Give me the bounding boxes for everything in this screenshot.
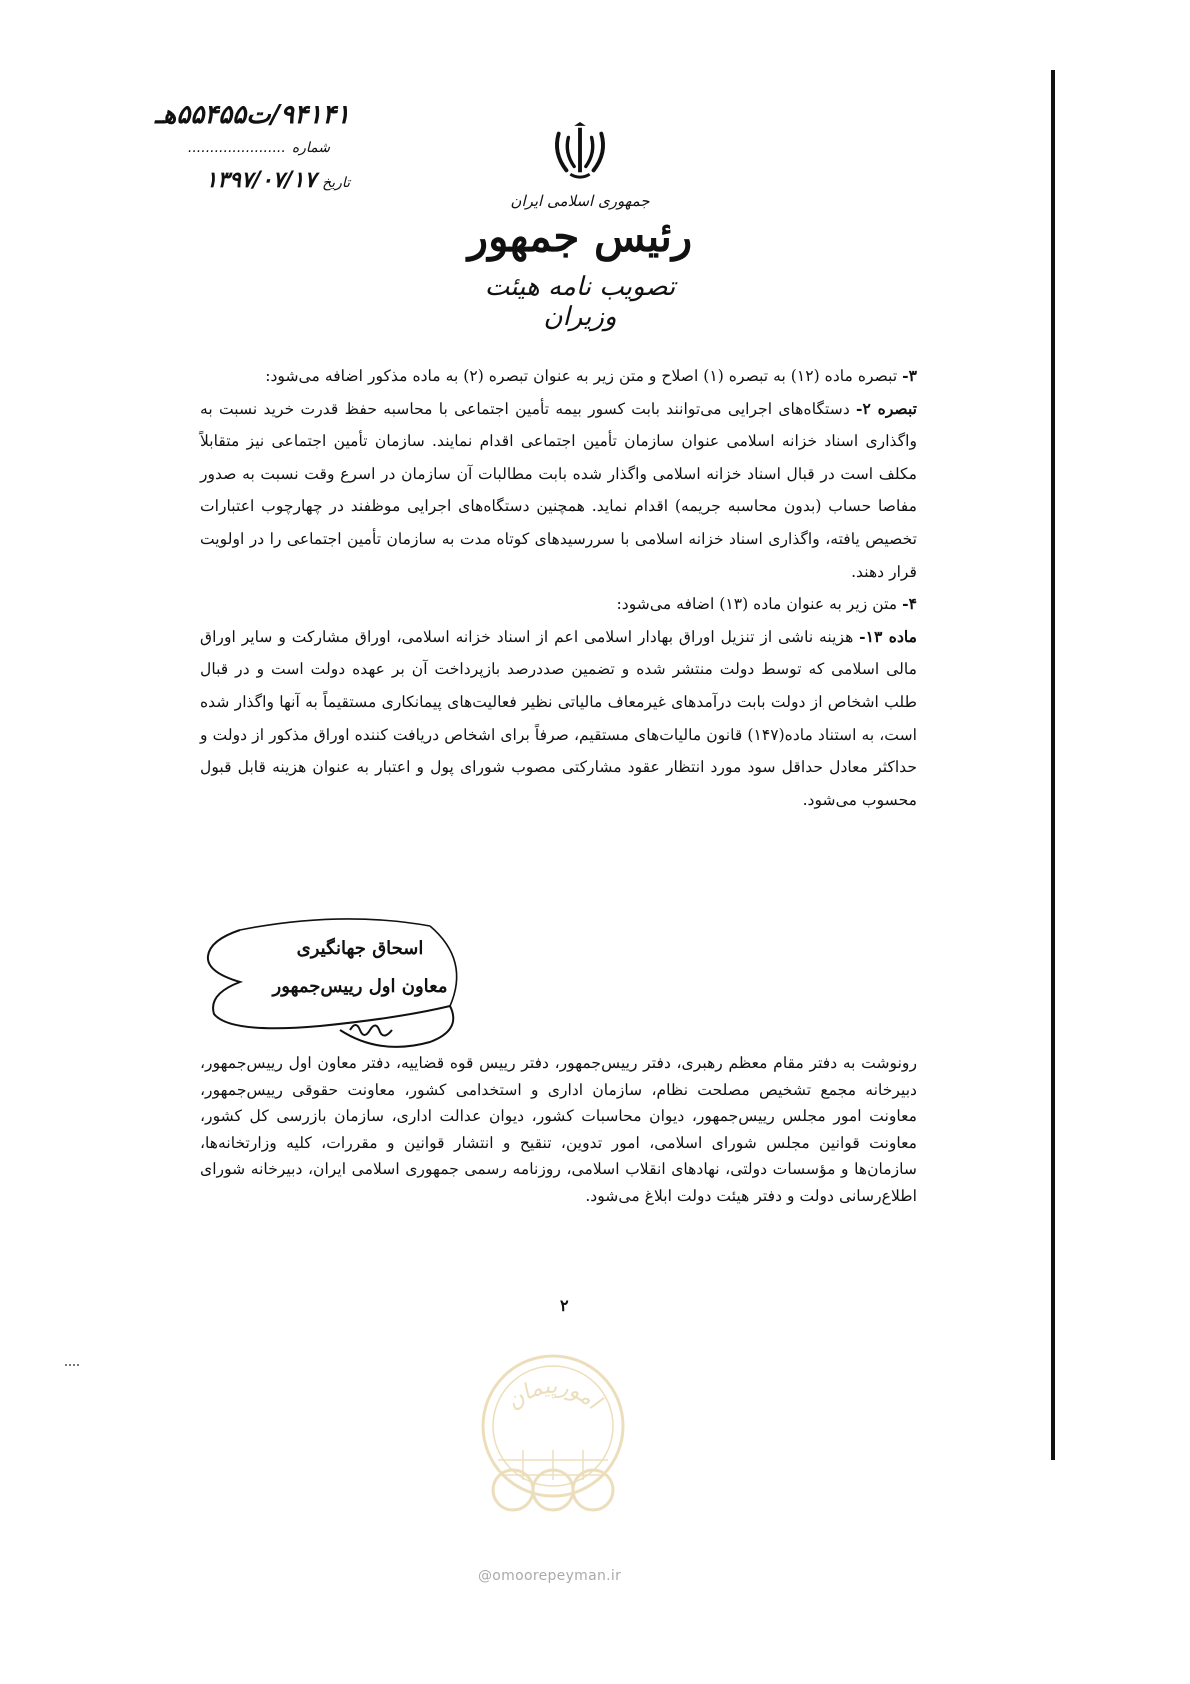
margin-mark (65, 1364, 79, 1366)
number-label: شماره (291, 140, 330, 156)
paragraph-lead: ۴- (902, 594, 917, 614)
signer-name: اسحاق جهانگیری (296, 938, 424, 959)
paragraph-text: دستگاه‌های اجرایی می‌توانند بابت کسور بیمه تأمین اجتماعی با محاسبه حفظ قدرت خرید نسبت به واگذاری اسناد خزانه اسلامی عنوان سازمان تأمین اجتماعی اقدام نمایند. سازمان تأمین اجتماعی نیز متقابلاً مکلف است در قبال اسناد خزانه اسلامی واگذار شده بابت مطالبات آن سازمان در اسرع وقت نسبت به صدور مفاصا حساب (بدون محاسبه جریمه) اقدام نماید. همچنین دستگاه‌های اجرایی موظفند در چهارچوب اعتبارات تخصیص یافته، واگذاری اسناد خزانه اسلامی با سررسیدهای کوتاه مدت به سازمان تأمین اجتماعی را در اولویت قرار دهند. (200, 399, 917, 581)
iran-emblem-icon (549, 120, 611, 182)
paragraph-item-4 (200, 588, 917, 621)
copy-recipients (200, 1050, 917, 1209)
omoorepeyman-seal-icon (468, 1340, 638, 1540)
cc-paragraph: رونوشت به دفتر مقام معظم رهبری، دفتر رییس‌جمهور، دفتر رییس قوه قضاییه، دفتر معاون اول رییس‌جمهور، دبیرخانه مجمع تشخیص مصلحت نظام، سازمان اداری و استخدامی کشور، معاونت حقوقی رییس‌جمهور، معاونت امور مجلس رییس‌جمهور، دیوان محاسبات کشور، دیوان عدالت اداری، سازمان بازرسی کل کشور، معاونت قوانین مجلس شورای اسلامی، امور تدوین، تنقیح و انتشار قوانین و مقررات، کلیه وزارتخانه‌ها، سازمان‌ها و مؤسسات دولتی، نهادهای انقلاب اسلامی، روزنامه رسمی جمهوری اسلامی ایران، دبیرخانه شورای اطلاع‌رسانی دولت و دفتر هیئت دولت ابلاغ می‌شود. (200, 1054, 917, 1205)
paragraph-text: تبصره ماده (۱۲) به تبصره (۱) اصلاح و متن زیر به عنوان تبصره (۲) به ماده مذکور اضافه می‌شود: (265, 367, 903, 385)
document-body (200, 360, 917, 816)
paragraph-item-3 (200, 360, 917, 393)
document-type: تصویب نامه هیئت وزیران (484, 272, 676, 333)
country-name: جمهوری اسلامی ایران (510, 192, 650, 210)
office-title: رئیس جمهور (467, 212, 693, 261)
page-number: ۲ (560, 1296, 569, 1315)
date-label: تاریخ (322, 175, 350, 191)
date-value: ۱۳۹۷/۰۷/۱۷ (205, 168, 317, 193)
number-row (120, 140, 350, 156)
paragraph-note-2 (200, 393, 917, 589)
signature-block (200, 910, 480, 1060)
paragraph-text: هزینه ناشی از تنزیل اوراق بهادار اسلامی اعم از اسناد خزانه اسلامی، اوراق مشارکت و سایر اوراق مالی اسلامی که توسط دولت منتشر شده و تضمین صددرصد بازپرداخت آن بر عهده دولت است و در قبال طلب اشخاص از دولت بابت درآمدهای غیرمعاف مالیاتی نظیر فعالیت‌های پیمانکاری مستقیماً به آنها واگذار شده است، به استناد ماده(۱۴۷) قانون مالیات‌های مستقیم، صرفاً برای اشخاص دریافت کننده اوراق مذکور از دولت و حداکثر معادل حداقل سود مورد انتظار عقود مشارکتی مصوب شورای پول و اعتبار به عنوان هزینه قابل قبول محسوب می‌شود. (200, 627, 917, 809)
paragraph-article-13 (200, 621, 917, 817)
paragraph-text: متن زیر به عنوان ماده (۱۳) اضافه می‌شود: (616, 595, 903, 614)
letterhead (450, 120, 710, 332)
date-row (120, 168, 350, 193)
signer-title: معاون اول رییس‌جمهور (272, 976, 448, 997)
paragraph-lead: ماده ۱۳- (859, 626, 917, 646)
paragraph-lead: ۳- (902, 366, 917, 385)
number-dots: ...................... (187, 140, 286, 156)
reference-number: ۹۴۱۴۱/ت۵۵۴۵۵هـ (155, 100, 350, 130)
right-margin-rule (1051, 70, 1055, 1460)
watermark-logo-text: امورپیمان (501, 1373, 605, 1415)
paragraph-lead: تبصره ۲- (856, 398, 917, 418)
reference-block (120, 100, 350, 193)
watermark-site: @omoorepeyman.ir (478, 1568, 622, 1584)
